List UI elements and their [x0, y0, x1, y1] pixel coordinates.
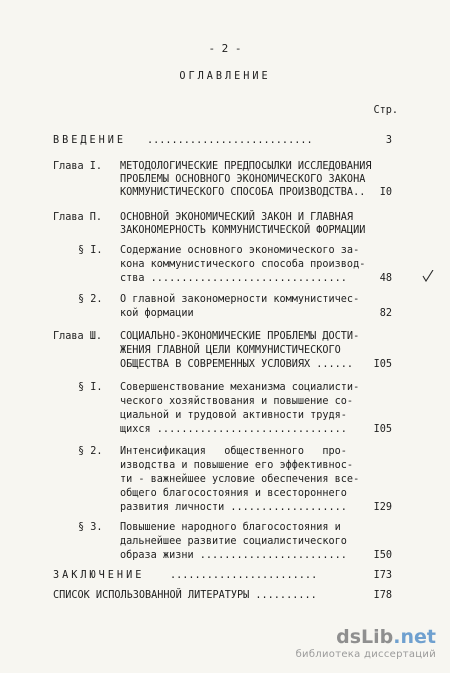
handwritten-check-mark — [422, 270, 434, 282]
section-3-3-line: Повышение народного благосостояния и — [120, 522, 341, 533]
section-3-2-page: I29 — [373, 502, 392, 513]
section-3-2-label: § 2. — [78, 446, 103, 457]
chapter-1-line: КОММУНИСТИЧЕСКОГО СПОСОБА ПРОИЗВОДСТВА.. — [120, 187, 366, 198]
page-column-label: Стр. — [373, 105, 398, 116]
chapter-1-line: МЕТОДОЛОГИЧЕСКИЕ ПРЕДПОСЫЛКИ ИССЛЕДОВАНИЯ — [120, 161, 372, 172]
chapter-3-page: I05 — [373, 359, 392, 370]
section-3-3-line: образа жизни ........................ — [120, 550, 347, 561]
chapter-2-line: ЗАКОНОМЕРНОСТЬ КОММУНИСТИЧЕСКОЙ ФОРМАЦИИ — [120, 225, 366, 236]
section-2-2-page: 82 — [379, 308, 392, 319]
chapter-3-line: СОЦИАЛЬНО-ЭКОНОМИЧЕСКИЕ ПРОБЛЕМЫ ДОСТИ- — [120, 331, 360, 342]
chapter-1-page: I0 — [379, 187, 392, 198]
chapter-1-label: Глава I. — [53, 161, 103, 172]
section-2-2-line: кой формации — [120, 308, 194, 319]
watermark-logo-suffix: .net — [393, 626, 436, 648]
section-2-1-line: Содержание основного экономического за- — [120, 245, 360, 256]
toc-heading: ОГЛАВЛЕНИЕ — [179, 71, 271, 82]
section-3-2-line: изводства и повышение его эффективнос- — [120, 460, 354, 471]
section-3-2-line: Интенсификация общественного про- — [120, 446, 347, 457]
watermark-logo-main: dsLib — [336, 626, 394, 648]
section-3-2-line: развития личности ................... — [120, 502, 347, 513]
page-number: - 2 - — [208, 42, 242, 55]
section-2-2-line: О главной закономерности коммунистичес- — [120, 294, 360, 305]
section-2-1-label: § I. — [78, 245, 103, 256]
section-2-1-line: кона коммунистического способа производ- — [120, 259, 366, 270]
section-2-2-label: § 2. — [78, 294, 103, 305]
introduction-title: ВВЕДЕНИЕ — [53, 135, 127, 146]
section-2-1-line: ства ................................ — [120, 273, 347, 284]
chapter-3-line: ЖЕНИЯ ГЛАВНОЙ ЦЕЛИ КОММУНИСТИЧЕСКОГО — [120, 345, 341, 356]
section-3-1-page: I05 — [373, 424, 392, 435]
bibliography-title: СПИСОК ИСПОЛЬЗОВАННОЙ ЛИТЕРАТУРЫ .......... — [53, 590, 317, 601]
chapter-2-label: Глава П. — [53, 212, 103, 223]
conclusion-dots: ........................ — [170, 570, 318, 581]
section-3-1-line: циальной и трудовой активности трудя- — [120, 410, 347, 421]
section-3-1-line: Совершенствование механизма социалисти- — [120, 382, 360, 393]
bibliography-page: I78 — [373, 590, 392, 601]
section-3-1-line: щихся ............................... — [120, 424, 347, 435]
section-3-3-label: § 3. — [78, 522, 103, 533]
watermark-logo — [296, 626, 436, 648]
section-2-1-page: 48 — [379, 273, 392, 284]
section-3-1-label: § I. — [78, 382, 103, 393]
conclusion-page: I73 — [373, 570, 392, 581]
section-3-2-line: общего благосостояния и всестороннего — [120, 488, 347, 499]
chapter-1-line: ПРОБЛЕМЫ ОСНОВНОГО ЭКОНОМИЧЕСКОГО ЗАКОНА — [120, 174, 366, 185]
chapter-3-line: ОБЩЕСТВА В СОВРЕМЕННЫХ УСЛОВИЯХ ...... — [120, 359, 354, 370]
section-3-3-line: дальнейшее развитие социалистического — [120, 536, 347, 547]
watermark-subtitle: библиотека диссертаций — [295, 649, 436, 660]
introduction-dots: ........................... — [147, 135, 313, 146]
chapter-3-label: Глава Ш. — [53, 331, 103, 342]
chapter-2-line: ОСНОВНОЙ ЭКОНОМИЧЕСКИЙ ЗАКОН И ГЛАВНАЯ — [120, 212, 354, 223]
section-3-3-page: I50 — [373, 550, 392, 561]
section-3-1-line: ческого хозяйствования и повышение со- — [120, 396, 354, 407]
introduction-page: 3 — [385, 135, 392, 146]
conclusion-title: ЗАКЛЮЧЕНИЕ — [53, 570, 145, 581]
watermark — [296, 626, 436, 661]
section-3-2-line: ти - важнейшее условие обеспечения все- — [120, 474, 360, 485]
